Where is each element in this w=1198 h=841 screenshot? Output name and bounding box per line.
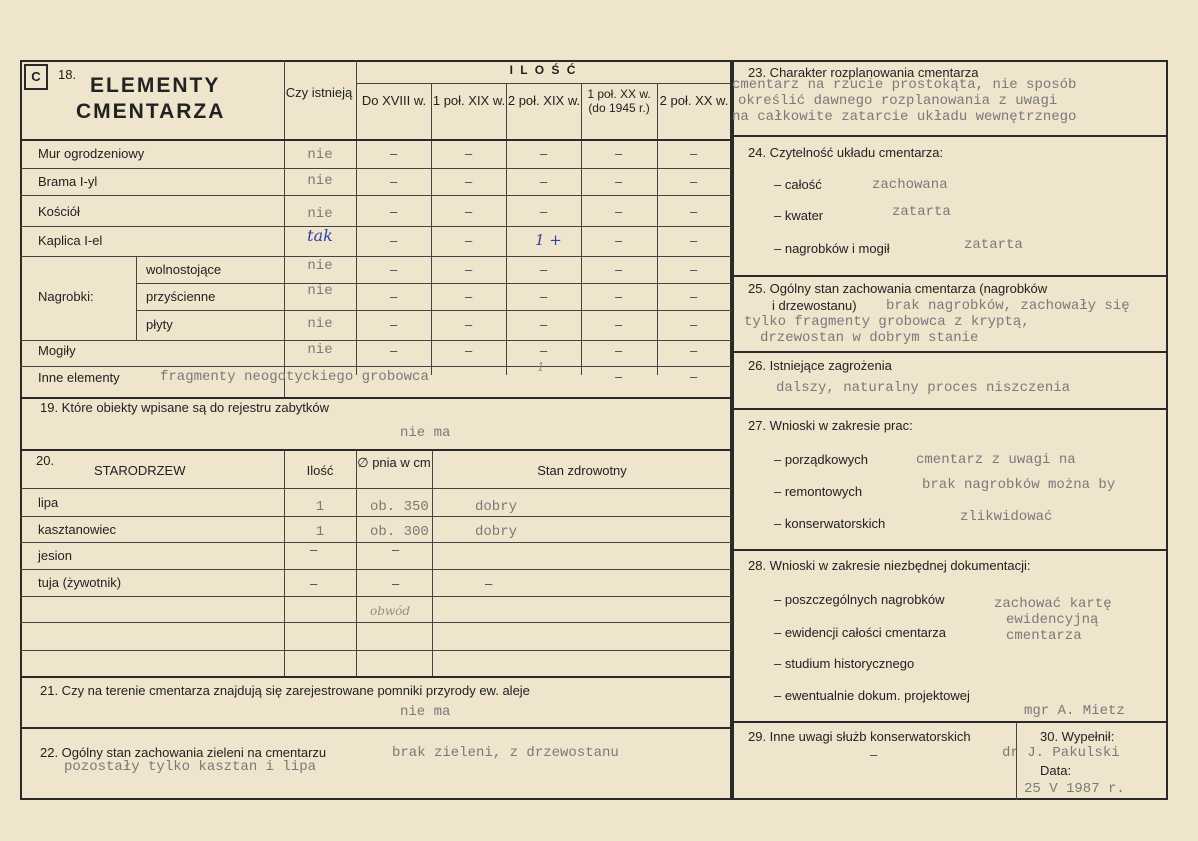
value-kosciol: nie — [307, 206, 333, 222]
empty-cell-dash: – — [390, 343, 398, 358]
section-24-value-calosc: zachowana — [872, 177, 948, 193]
section-20-title: STARODRZEW — [94, 463, 186, 478]
section-19-question: 19. Które obiekty wpisane są do rejestru zabytków — [40, 400, 330, 415]
empty-cell-dash: – — [690, 262, 698, 277]
section-28-item-projektowej: – ewentualnie dokum. projektowej — [774, 688, 970, 703]
section-28-item-nagrobkow: – poszczególnych nagrobków — [774, 592, 945, 607]
section-28-item-ewidencji: – ewidencji całości cmentarza — [774, 625, 946, 640]
row-label-wolnostojace: wolnostojące — [146, 262, 222, 277]
value-wolnostojace: nie — [307, 258, 333, 274]
row-label-plyty: płyty — [146, 317, 173, 332]
empty-cell-dash: – — [540, 317, 548, 332]
row-label-brama: Brama I-yl — [38, 174, 98, 189]
value-mur: nie — [307, 147, 333, 163]
column-health-state: Stan zdrowotny — [537, 463, 627, 478]
section-28-item-studium: – studium historycznego — [774, 656, 915, 671]
column-do-xviii: Do XVIII w. — [361, 93, 427, 108]
section-25-question-line1: 25. Ogólny stan zachowania cmentarza (nagrobków — [748, 281, 1048, 296]
empty-cell-dash: – — [540, 343, 548, 358]
tree-tuja-state: – — [485, 576, 493, 591]
registry-form — [20, 60, 1168, 800]
section-25-answer-line1: brak nagrobków, zachowały się — [886, 298, 1130, 314]
tree-tuja-count: – — [310, 576, 318, 591]
empty-cell-dash: – — [390, 204, 398, 219]
section-29-answer: – — [870, 747, 878, 762]
empty-cell-dash: – — [540, 146, 548, 161]
tree-kasztanowiec-diameter: ob. 300 — [370, 524, 429, 540]
tree-jesion-diameter: – — [392, 542, 400, 557]
empty-cell-dash: – — [390, 262, 398, 277]
empty-cell-dash: – — [465, 174, 473, 189]
empty-cell-dash: – — [615, 233, 623, 248]
empty-cell-dash: – — [390, 289, 398, 304]
empty-cell-dash: – — [390, 233, 398, 248]
column-czy-istnieja: Czy istnieją — [285, 85, 353, 100]
column-tree-count: Ilość — [306, 463, 334, 478]
empty-cell-dash: – — [465, 317, 473, 332]
tree-lipa-diameter: ob. 350 — [370, 499, 429, 515]
empty-cell-dash: – — [465, 204, 473, 219]
section-28-author: mgr A. Mietz — [1024, 703, 1125, 719]
section-27-question: 27. Wnioski w zakresie prac: — [748, 418, 913, 433]
section-30-date: 25 V 1987 r. — [1024, 781, 1125, 797]
section-27-answer-line2: brak nagrobków można by — [922, 477, 1116, 493]
section-30-name: dr J. Pakulski — [1002, 745, 1120, 761]
section-28-answer-line1: zachować kartę — [994, 596, 1112, 612]
row-label-inne: Inne elementy — [38, 370, 120, 385]
section-letter-box: C — [24, 64, 48, 90]
value-plyty: nie — [307, 316, 333, 332]
empty-cell-dash: – — [690, 204, 698, 219]
empty-cell-dash: – — [540, 174, 548, 189]
empty-cell-dash: – — [615, 369, 623, 384]
empty-cell-dash: – — [465, 233, 473, 248]
row-label-przyscienne: przyścienne — [146, 289, 216, 304]
section-27-item-remontowych: – remontowych — [774, 484, 863, 499]
section-23-answer-line1: cmentarz na rzucie prostokąta, nie sposób — [732, 77, 1077, 93]
empty-cell-dash: – — [615, 289, 623, 304]
section-22-answer-line1: brak zieleni, z drzewostanu — [392, 745, 619, 761]
section-24-item-kwater: – kwater — [774, 208, 824, 223]
empty-cell-dash: – — [615, 146, 623, 161]
empty-cell-dash: – — [690, 233, 698, 248]
section-23-answer-line3: na całkowite zatarcie układu wewnętrznego — [732, 109, 1077, 125]
row-label-mur: Mur ogrodzeniowy — [38, 146, 145, 161]
section-24-question: 24. Czytelność układu cmentarza: — [748, 145, 944, 160]
section-28-answer-line2: ewidencyjną — [1006, 612, 1099, 628]
section-29-question: 29. Inne uwagi służb konserwatorskich — [748, 729, 971, 744]
tree-kasztanowiec-count: 1 — [315, 524, 325, 540]
empty-cell-dash: – — [615, 204, 623, 219]
row-label-mogily: Mogiły — [38, 343, 76, 358]
section-21-question: 21. Czy na terenie cmentarza znajdują się zarejestrowane pomniki przyrody ew. aleje — [40, 683, 530, 698]
obwod-pencil-note: obwód — [370, 604, 411, 618]
section-25-question-line2: i drzewostanu) — [772, 298, 857, 313]
tree-kasztanowiec-state: dobry — [475, 524, 518, 540]
row-label-nagrobki: Nagrobki: — [38, 289, 94, 304]
empty-cell-dash: – — [615, 317, 623, 332]
empty-cell-dash: – — [465, 343, 473, 358]
column-2pol-xx: 2 poł. XX w. — [659, 93, 729, 108]
empty-cell-dash: – — [690, 174, 698, 189]
section-22-answer-line2: pozostały tylko kasztan i lipa — [64, 759, 317, 775]
section-27-item-porzadkowych: – porządkowych — [774, 452, 868, 467]
inne-elementy-value: fragmenty neogotyckiego grobowca — [160, 369, 429, 385]
section-27-answer-line1: cmentarz z uwagi na — [916, 452, 1076, 468]
section-18-number: 18. — [58, 67, 77, 82]
tree-jesion-count: – — [310, 542, 318, 557]
section-30-date-label: Data: — [1040, 763, 1072, 778]
empty-cell-dash: – — [540, 289, 548, 304]
tree-row-jesion: jesion — [38, 548, 72, 563]
section-25-answer-line3: drzewostan w dobrym stanie — [760, 330, 979, 346]
empty-cell-dash: – — [615, 174, 623, 189]
column-1pol-xx: 1 poł. XX w. (do 1945 r.) — [587, 87, 651, 115]
section-30-label: 30. Wypełnił: — [1040, 729, 1115, 744]
section-24-value-kwater: zatarta — [892, 204, 951, 220]
empty-cell-dash: – — [615, 343, 623, 358]
tree-row-kasztanowiec: kasztanowiec — [38, 522, 117, 537]
section-24-item-nagrobkow: – nagrobków i mogił — [774, 241, 890, 256]
inne-elementy-mark: 1 — [537, 360, 545, 374]
empty-cell-dash: – — [465, 289, 473, 304]
section-28-question: 28. Wnioski w zakresie niezbędnej dokumentacji: — [748, 558, 1031, 573]
ilosc-header: I L O Ś Ć — [509, 63, 578, 77]
section-26-question: 26. Istniejące zagrożenia — [748, 358, 892, 373]
value-kaplica-handwritten: tak — [307, 226, 333, 245]
section-25-answer-line2: tylko fragmenty grobowca z kryptą, — [744, 314, 1030, 330]
section-23-question: 23. Charakter rozplanowania cmentarza — [748, 65, 979, 80]
row-label-kaplica: Kaplica I-el — [38, 233, 103, 248]
value-brama: nie — [307, 173, 333, 189]
section-27-item-konserwatorskich: – konserwatorskich — [774, 516, 886, 531]
column-2pol-xix: 2 poł. XIX w. — [507, 93, 581, 108]
empty-cell-dash: – — [540, 262, 548, 277]
kaplica-2pol-xix-count: 1 + — [535, 231, 562, 249]
empty-cell-dash: – — [390, 146, 398, 161]
empty-cell-dash: – — [690, 343, 698, 358]
empty-cell-dash: – — [690, 146, 698, 161]
section-26-answer: dalszy, naturalny proces niszczenia — [776, 380, 1071, 396]
tree-row-lipa: lipa — [38, 495, 59, 510]
empty-cell-dash: – — [690, 289, 698, 304]
section-28-answer-line3: cmentarza — [1006, 628, 1082, 644]
empty-cell-dash: – — [465, 146, 473, 161]
empty-cell-dash: – — [390, 174, 398, 189]
section-22-question: 22. Ogólny stan zachowania zieleni na cmentarzu — [40, 745, 327, 760]
column-1pol-xix: 1 poł. XIX w. — [432, 93, 506, 108]
section-27-answer-line3: zlikwidować — [960, 509, 1053, 525]
tree-row-tuja: tuja (żywotnik) — [38, 575, 122, 590]
tree-lipa-state: dobry — [475, 499, 518, 515]
value-mogily: nie — [307, 342, 333, 358]
section-23-answer-line2: określić dawnego rozplanowania z uwagi — [738, 93, 1058, 109]
empty-cell-dash: – — [390, 317, 398, 332]
empty-cell-dash: – — [540, 204, 548, 219]
column-trunk-diameter: ∅ pnia w cm — [357, 455, 431, 470]
tree-lipa-count: 1 — [315, 499, 325, 515]
section-24-value-nagrobkow: zatarta — [964, 237, 1023, 253]
section-18-title-line2: CMENTARZA — [76, 100, 226, 123]
empty-cell-dash: – — [690, 317, 698, 332]
row-label-kosciol: Kościół — [38, 204, 80, 219]
empty-cell-dash: – — [690, 369, 698, 384]
empty-cell-dash: – — [465, 262, 473, 277]
section-24-item-calosc: – całość — [774, 177, 822, 192]
value-przyscienne: nie — [307, 283, 333, 299]
section-21-answer: nie ma — [400, 704, 451, 720]
tree-tuja-diameter: – — [392, 576, 400, 591]
section-18-title-line1: ELEMENTY — [90, 74, 221, 97]
section-20-number: 20. — [36, 453, 55, 468]
empty-cell-dash: – — [615, 262, 623, 277]
section-19-answer: nie ma — [400, 425, 451, 441]
